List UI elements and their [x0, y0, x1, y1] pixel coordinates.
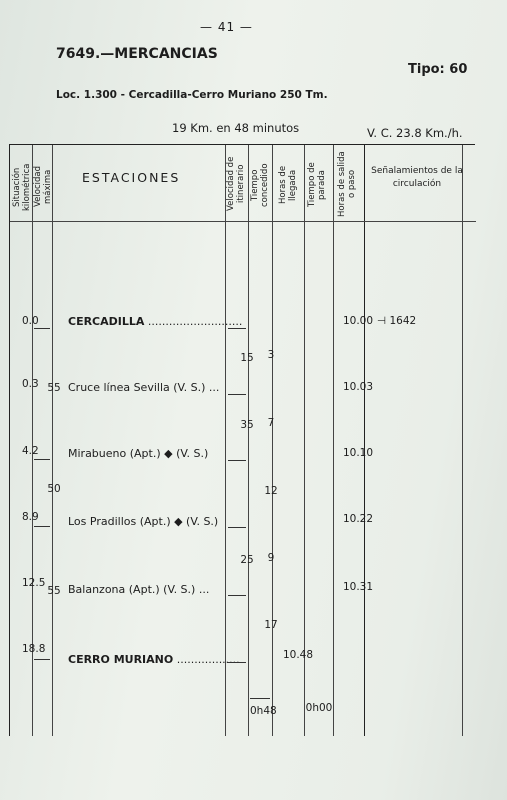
station-name: Cruce línea Sevilla (V. S.) ... — [68, 381, 220, 394]
empty-dash — [228, 394, 246, 395]
station-name: Los Pradillos (Apt.) ◆ (V. S.) — [68, 515, 219, 528]
segment-time: 7 — [267, 417, 275, 429]
header-tiempo-concedido: Tiempo concedido — [250, 163, 270, 207]
page-number: — 41 — — [200, 20, 253, 34]
distance-time: 19 Km. en 48 minutos — [172, 121, 300, 135]
total-rule — [250, 698, 270, 699]
header-velocidad-itinerario: Velocidad de itinerario — [226, 156, 246, 212]
header-horas-salida: Horas de salida o paso — [337, 151, 357, 217]
header-horas-llegada: Horas de llegada — [278, 165, 298, 205]
empty-dash — [34, 459, 50, 460]
station-km: 0.3 — [22, 378, 39, 390]
segment-time: 9 — [267, 552, 275, 564]
station-km: 0.0 — [22, 315, 39, 327]
segment-time: 3 — [267, 349, 275, 361]
station-km: 12.5 — [22, 577, 46, 589]
segment-speed: 25 — [240, 554, 254, 566]
header-rule — [10, 221, 476, 222]
commercial-speed: V. C. 23.8 Km./h. — [367, 126, 463, 140]
col-divider — [304, 145, 305, 736]
empty-dash — [228, 595, 246, 596]
train-type: Tipo: 60 — [408, 62, 468, 77]
segment-speed: 15 — [240, 352, 254, 364]
header-situacion: Situación kilométrica — [12, 163, 32, 211]
col-divider — [225, 145, 226, 736]
col-divider — [248, 145, 249, 736]
header-estaciones: ESTACIONES — [82, 170, 181, 185]
station-km: 8.9 — [22, 511, 39, 523]
station-name: CERRO MURIANO .................. — [68, 653, 240, 666]
header-tiempo-parada: Tiempo de parada — [307, 162, 327, 208]
station-departure-time: 10.03 — [342, 381, 374, 393]
total-time-parada: 0h00 — [305, 702, 333, 714]
header-senalamientos: Señalamientos de la circulación — [371, 166, 463, 189]
station-name: CERCADILLA ........................... — [68, 315, 243, 328]
segment-time: 12 — [264, 485, 278, 497]
station-departure-time: 10.10 — [342, 447, 374, 459]
station-departure-time: 10.00 — [342, 315, 374, 327]
segment-time: 17 — [264, 619, 278, 631]
empty-dash — [228, 662, 246, 663]
col-divider — [333, 145, 334, 736]
col-divider — [364, 145, 365, 736]
station-arrival-time: 10.48 — [282, 649, 314, 661]
col-divider — [52, 145, 53, 736]
locomotive-info: Loc. 1.300 - Cercadilla-Cerro Muriano 250 Tm. — [56, 89, 328, 101]
empty-dash — [228, 527, 246, 528]
station-km: 4.2 — [22, 445, 39, 457]
total-time-concedido: 0h48 — [250, 705, 277, 717]
timetable-table — [9, 144, 475, 736]
empty-dash — [34, 526, 50, 527]
empty-dash — [34, 328, 50, 329]
train-title: 7649.—MERCANCIAS — [56, 46, 218, 62]
station-name: Balanzona (Apt.) (V. S.) ... — [68, 583, 210, 596]
empty-dash — [228, 328, 246, 329]
col-divider — [462, 145, 463, 736]
station-km: 18.8 — [22, 643, 46, 655]
station-signal: ⊣ 1642 — [377, 315, 417, 327]
segment-speed: 35 — [240, 419, 254, 431]
empty-dash — [34, 659, 50, 660]
station-name: Mirabueno (Apt.) ◆ (V. S.) — [68, 447, 209, 460]
station-max-speed: 55 — [47, 585, 61, 597]
col-divider — [272, 145, 273, 736]
station-departure-time: 10.22 — [342, 513, 374, 525]
segment-max-speed: 50 — [47, 483, 61, 495]
station-departure-time: 10.31 — [342, 581, 374, 593]
station-max-speed: 55 — [47, 382, 61, 394]
header-velocidad-maxima: Velocidad máxima — [33, 166, 53, 208]
empty-dash — [228, 460, 246, 461]
